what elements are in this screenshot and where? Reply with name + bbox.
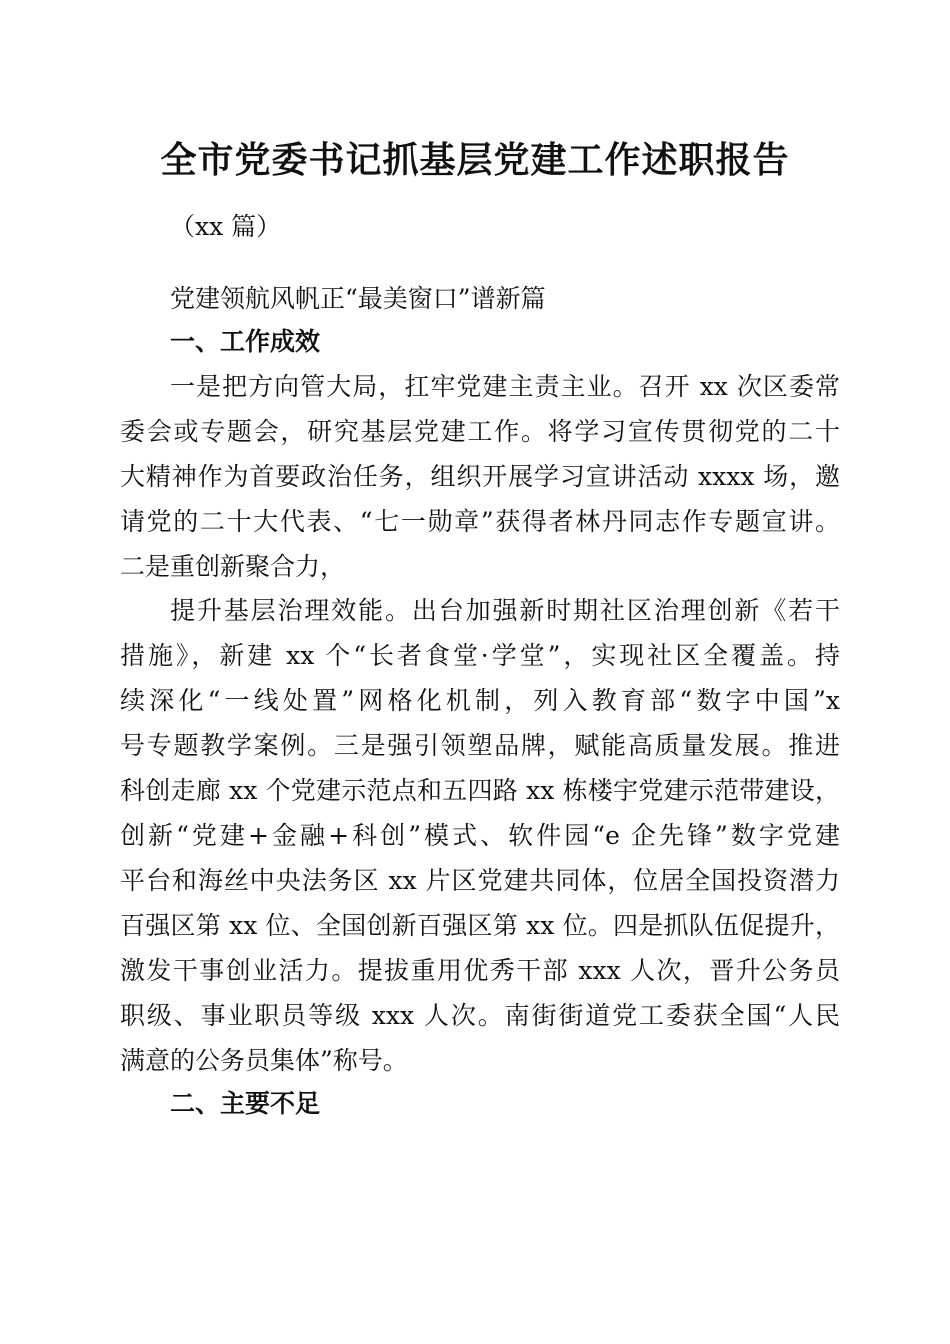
para1-line: 委会或专题会，研究基层党建工作。将学习宣传贯彻党的二十 [120, 417, 840, 446]
para2-line: 职级、事业职员等级 xxx 人次。南街街道党工委获全国“人民 [120, 1001, 840, 1030]
para2-line: 措施》，新建 xx 个“长者食堂·学堂”，实现社区全覆盖。持 [120, 641, 840, 670]
para1-line: 二是重创新聚合力， [120, 552, 346, 581]
para2-line: 百强区第 xx 位、全国创新百强区第 xx 位。四是抓队伍促提升， [120, 911, 840, 940]
subtitle-note: （xx 篇） [170, 212, 282, 241]
para1-line: 一是把方向管大局，扛牢党建主责主业。召开 xx 次区委常 [170, 372, 840, 401]
para2-line: 平台和海丝中央法务区 xx 片区党建共同体，位居全国投资潜力 [120, 866, 840, 895]
para2-line: 提升基层治理效能。出台加强新时期社区治理创新《若干 [170, 596, 840, 625]
para2-line: 创新“党建+金融+科创”模式、软件园“e 企先锋”数字党建 [120, 821, 840, 850]
section2-heading: 二、主要不足 [170, 1089, 321, 1118]
para2-line: 号专题教学案例。三是强引领塑品牌，赋能高质量发展。推进 [120, 731, 840, 760]
para2-line: 激发干事创业活力。提拔重用优秀干部 xxx 人次，晋升公务员 [120, 956, 840, 985]
para1-line: 请党的二十大代表、“七一勋章”获得者林丹同志作专题宣讲。 [120, 507, 840, 536]
para2-line: 续深化“一线处置”网格化机制，列入教育部“数字中国”x [120, 686, 840, 715]
para2-line: 科创走廊 xx 个党建示范点和五四路 xx 栋楼宇党建示范带建设， [120, 776, 840, 805]
theme-line: 党建领航风帆正“最美窗口”谱新篇 [170, 284, 546, 313]
para2-line: 满意的公务员集体”称号。 [120, 1046, 408, 1075]
section1-heading: 一、工作成效 [170, 327, 321, 356]
document-title: 全市党委书记抓基层党建工作述职报告 [160, 139, 790, 181]
para1-line: 大精神作为首要政治任务，组织开展学习宣讲活动 xxxx 场，邀 [120, 462, 840, 491]
